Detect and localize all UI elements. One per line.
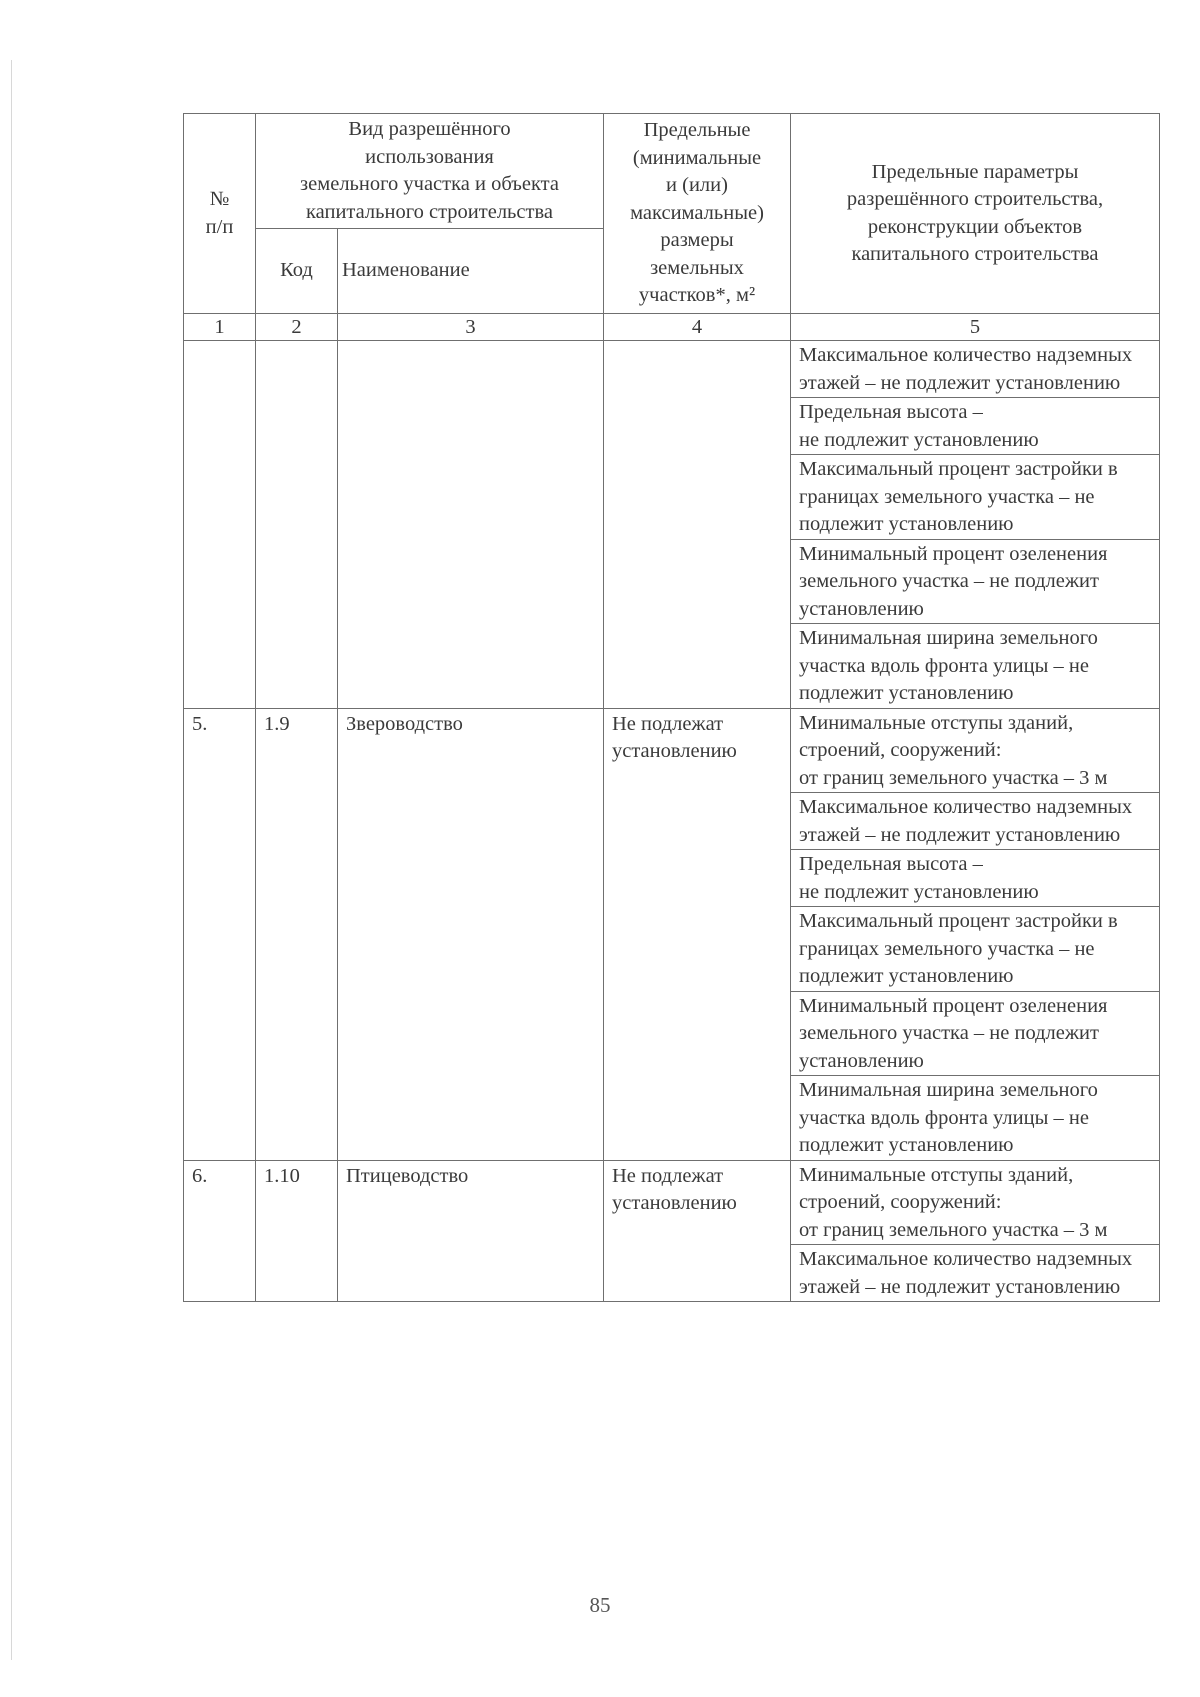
parameter-item: Минимальный процент озеленения земельного участка – не подлежит установлению: [791, 540, 1159, 625]
parameters-cell: [791, 341, 1160, 709]
table-row: [184, 708, 1160, 1160]
parameter-item: Минимальные отступы зданий, строений, сооружений: от границ земельного участка – 3 м: [791, 709, 1159, 794]
column-number: 1: [184, 314, 256, 341]
header-name: Наименование: [338, 229, 604, 314]
table-header-row: [184, 114, 1160, 229]
column-number: 4: [604, 314, 791, 341]
column-numbers-row: [184, 314, 1160, 341]
parameter-item: Максимальное количество надземных этажей – не подлежит установлению: [799, 1248, 1133, 1298]
empty-cell: [338, 341, 604, 709]
parameter-item: Предельная высота – не подлежит установлению: [791, 398, 1159, 455]
parameter-item: Максимальное количество надземных этажей – не подлежит установлению: [791, 793, 1159, 850]
header-number: № п/п: [184, 114, 256, 314]
page-edge-line: [11, 60, 12, 1660]
header-parameters: Предельные параметры разрешённого строительства, реконструкции объектов капитального строительства: [791, 114, 1160, 314]
page-number: 85: [589, 1593, 611, 1617]
parameter-item: Минимальный процент озеленения земельного участка – не подлежит установлению: [791, 992, 1159, 1077]
column-number: 2: [256, 314, 338, 341]
column-number: 5: [791, 314, 1160, 341]
empty-cell: [256, 341, 338, 709]
header-code: Код: [256, 229, 338, 314]
continuation-row: [184, 341, 1160, 709]
header-use-type: Вид разрешённого использования земельного участка и объекта капитального строительства: [256, 114, 604, 229]
parameter-item: Максимальное количество надземных этажей – не подлежит установлению: [791, 341, 1159, 398]
row-name: Птицеводство: [338, 1160, 604, 1302]
parameters-cell: [791, 708, 1160, 1160]
empty-cell: [604, 341, 791, 709]
parameters-cell: [791, 1160, 1160, 1302]
header-plot-size: Предельные (минимальные и (или) максимальные) размеры земельных участков*, м²: [604, 114, 791, 314]
parameter-item: Предельная высота – не подлежит установлению: [791, 850, 1159, 907]
column-number: 3: [338, 314, 604, 341]
row-name: Звероводство: [338, 708, 604, 1160]
row-code: 1.9: [256, 708, 338, 1160]
parameter-item: Максимальный процент застройки в границах земельного участка – не подлежит установлению: [791, 907, 1159, 992]
row-number: 5.: [184, 708, 256, 1160]
row-code: 1.10: [256, 1160, 338, 1302]
row-number: 6.: [184, 1160, 256, 1302]
row-plot-size: Не подлежат установлению: [604, 1160, 791, 1302]
empty-cell: [184, 341, 256, 709]
table-row: [184, 1160, 1160, 1302]
land-use-regulations-table: [183, 113, 1160, 1302]
parameter-item: Минимальные отступы зданий, строений, сооружений: от границ земельного участка – 3 м: [791, 1161, 1159, 1246]
parameter-item: Минимальная ширина земельного участка вдоль фронта улицы – не подлежит установлению: [799, 1079, 1098, 1156]
parameter-item: Максимальный процент застройки в границах земельного участка – не подлежит установлению: [791, 455, 1159, 540]
row-plot-size: Не подлежат установлению: [604, 708, 791, 1160]
parameter-item: Минимальная ширина земельного участка вдоль фронта улицы – не подлежит установлению: [799, 627, 1098, 704]
